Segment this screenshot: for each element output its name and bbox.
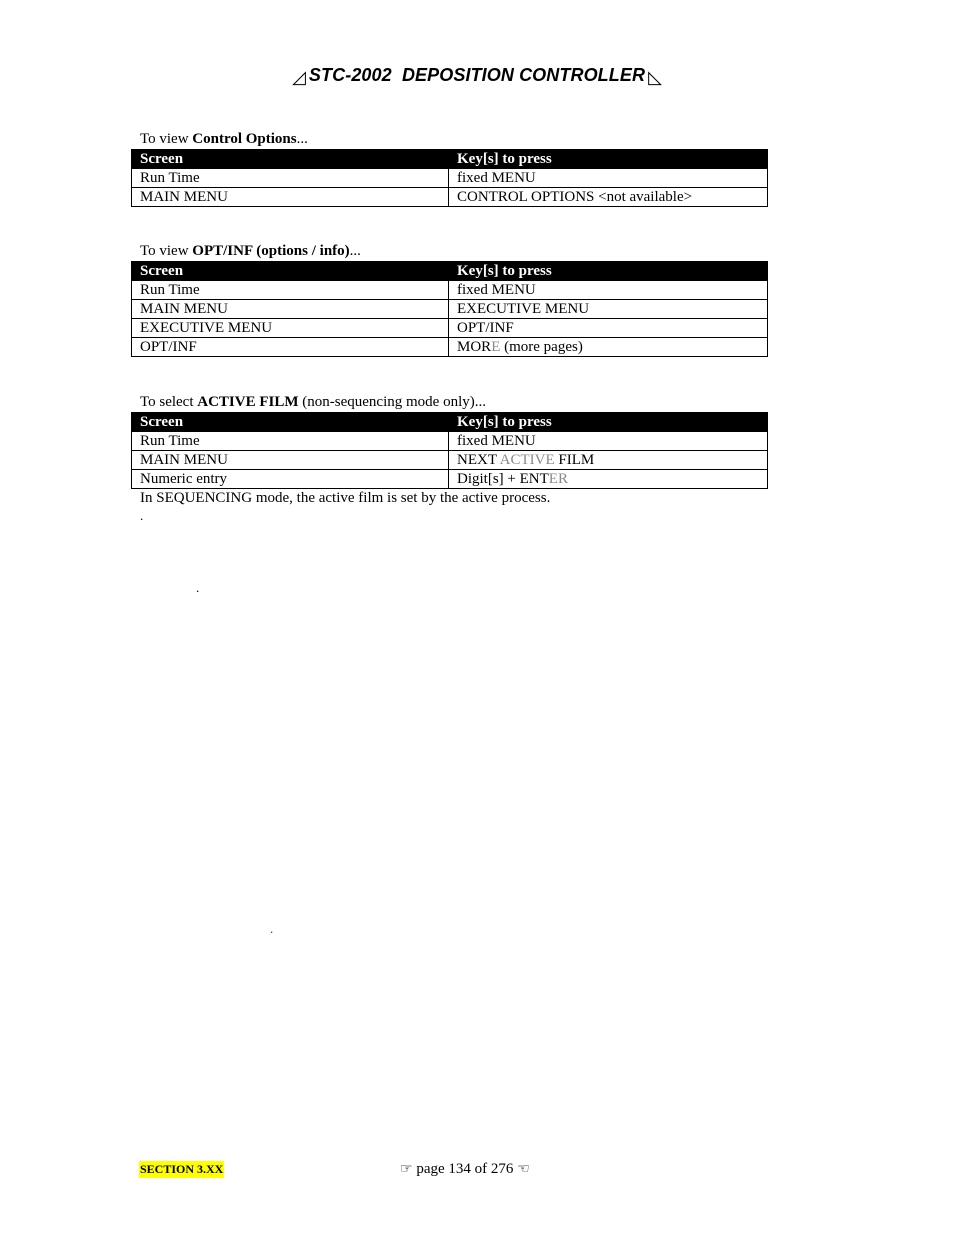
table-row — [132, 470, 768, 489]
keys-table — [131, 149, 768, 207]
cell-keys: OPT/INF — [449, 319, 768, 338]
cell-screen: MAIN MENU — [132, 188, 449, 207]
table-row — [132, 338, 768, 357]
table-row — [132, 432, 768, 451]
cell-keys: NEXT ACTIVE FILM — [449, 451, 768, 470]
cell-screen: Numeric entry — [132, 470, 449, 489]
table-header-row — [132, 150, 768, 169]
right-triangle-icon: ◺ — [648, 67, 663, 87]
cell-keys: CONTROL OPTIONS <not available> — [449, 188, 768, 207]
column-header-screen: Screen — [132, 262, 449, 281]
stray-dot: . — [140, 508, 144, 523]
stray-dot: . — [270, 921, 274, 936]
cell-screen: Run Time — [132, 432, 449, 451]
section-intro — [131, 242, 767, 261]
column-header-screen: Screen — [132, 150, 449, 169]
section-label: SECTION 3.XX — [140, 1162, 224, 1176]
intro-prefix: To view — [140, 243, 193, 259]
cell-keys: Digit[s] + ENTER — [449, 470, 768, 489]
cell-screen: MAIN MENU — [132, 451, 449, 470]
section-intro — [131, 393, 767, 412]
table-row — [132, 188, 768, 207]
cell-screen: MAIN MENU — [132, 300, 449, 319]
intro-suffix: (non-sequencing mode only)... — [298, 394, 486, 410]
keys-table — [131, 261, 768, 357]
page-number — [400, 1160, 530, 1178]
keys-table — [131, 412, 768, 489]
section-control-options — [131, 130, 767, 207]
intro-bold: OPT/INF (options / info) — [192, 243, 350, 259]
column-header-screen: Screen — [132, 413, 449, 432]
section-active-film — [131, 393, 767, 508]
page-title: STC-2002 DEPOSITION CONTROLLER — [308, 65, 646, 85]
cell-screen: Run Time — [132, 169, 449, 188]
intro-prefix: To view — [140, 131, 193, 147]
stray-dot: . — [196, 580, 200, 595]
table-row — [132, 169, 768, 188]
table-header-row — [132, 413, 768, 432]
intro-suffix: ... — [349, 243, 361, 259]
column-header-keys: Key[s] to press — [449, 413, 768, 432]
intro-bold: Control Options — [192, 131, 297, 147]
table-row — [132, 281, 768, 300]
section-opt-inf — [131, 242, 767, 357]
column-header-keys: Key[s] to press — [449, 150, 768, 169]
cell-screen: Run Time — [132, 281, 449, 300]
cell-keys: fixed MENU — [449, 432, 768, 451]
cell-screen: EXECUTIVE MENU — [132, 319, 449, 338]
table-row — [132, 300, 768, 319]
page-text: page 134 of 276 — [416, 1161, 514, 1177]
cell-keys: fixed MENU — [449, 281, 768, 300]
column-header-keys: Key[s] to press — [449, 262, 768, 281]
cell-keys: fixed MENU — [449, 169, 768, 188]
table-row — [132, 319, 768, 338]
cell-screen: OPT/INF — [132, 338, 449, 357]
table-row — [132, 451, 768, 470]
sequencing-note: In SEQUENCING mode, the active film is set by the active process. — [140, 490, 551, 506]
table-header-row — [132, 262, 768, 281]
pointing-right-hand-icon: ☞ — [400, 1161, 413, 1177]
section-intro — [131, 130, 767, 149]
intro-suffix: ... — [296, 131, 308, 147]
cell-keys: EXECUTIVE MENU — [449, 300, 768, 319]
pointing-left-hand-icon: ☜ — [517, 1161, 530, 1177]
page-header — [0, 65, 954, 88]
left-triangle-icon: ◿ — [291, 67, 306, 87]
intro-bold: ACTIVE FILM — [197, 394, 299, 410]
cell-keys: MORE (more pages) — [449, 338, 768, 357]
intro-prefix: To select — [140, 394, 198, 410]
